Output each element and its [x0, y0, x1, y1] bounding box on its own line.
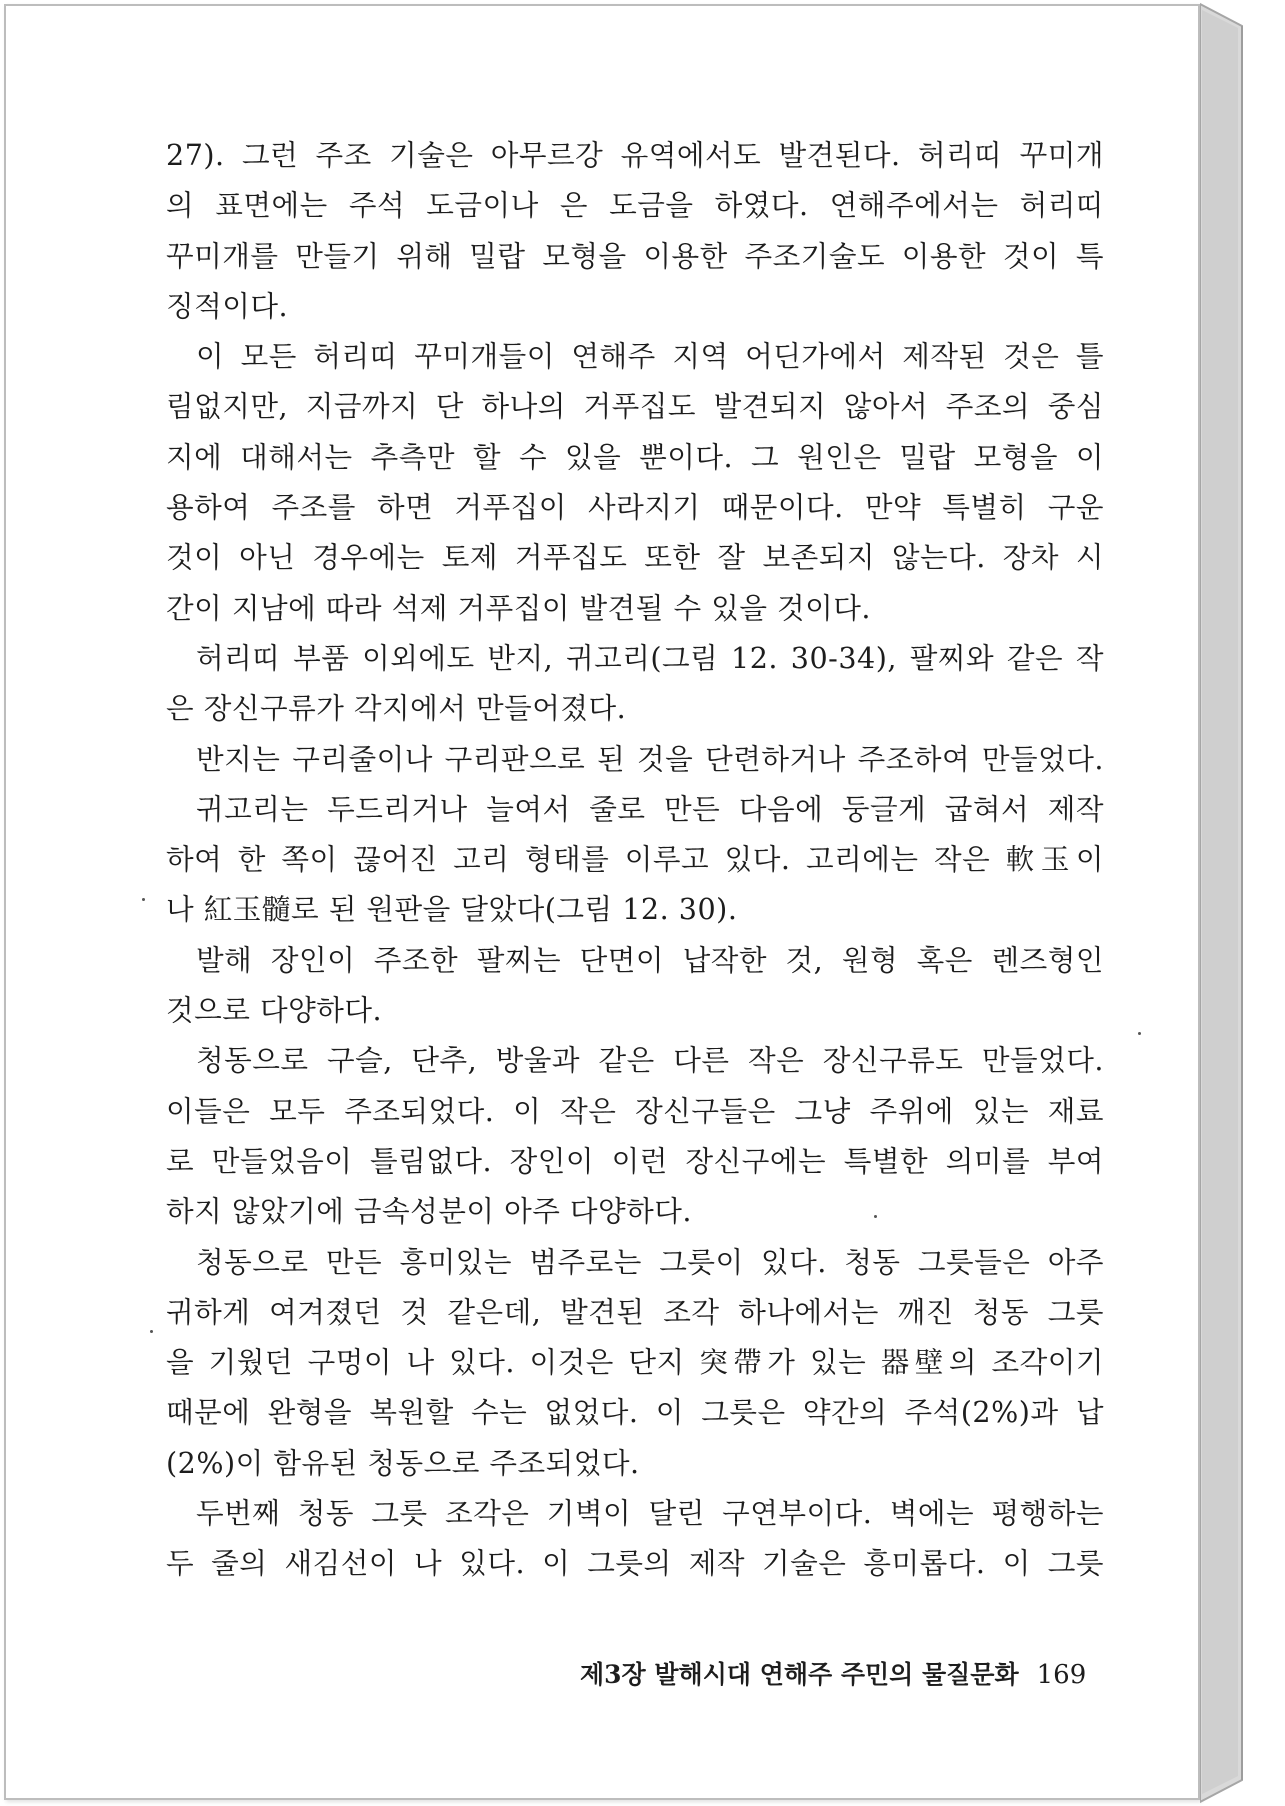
- text-line: 하여 한 쪽이 끊어진 고리 형태를 이루고 있다. 고리에는 작은 軟玉이: [166, 842, 1104, 877]
- scan-speck: [142, 898, 145, 901]
- text-line: 하지 않았기에 금속성분이 아주 다양하다.: [166, 1194, 693, 1229]
- body-text: [166, 130, 1104, 1589]
- scan-speck: [1138, 1032, 1141, 1035]
- chapter-title: 제3장 발해시대 연해주 주민의 물질문화: [580, 1660, 1019, 1689]
- text-line: 발해 장인이 주조한 팔찌는 단면이 납작한 것, 원형 혹은 렌즈형인: [196, 942, 1104, 977]
- text-line: 귀하게 여겨졌던 것 같은데, 발견된 조각 하나에서는 깨진 청동 그릇: [166, 1294, 1104, 1329]
- text-line: 청동으로 만든 흥미있는 범주로는 그릇이 있다. 청동 그릇들은 아주: [196, 1244, 1104, 1279]
- text-line: 때문에 완형을 복원할 수는 없었다. 이 그릇은 약간의 주석(2%)과 납: [166, 1395, 1104, 1430]
- text-line: 간이 지남에 따라 석제 거푸집이 발견될 수 있을 것이다.: [166, 590, 871, 625]
- text-line: 지에 대해서는 추측만 할 수 있을 뿐이다. 그 원인은 밀랍 모형을 이: [166, 439, 1104, 474]
- scan-speck: [874, 1215, 877, 1218]
- text-line: 청동으로 구슬, 단추, 방울과 같은 다른 작은 장신구류도 만들었다.: [196, 1043, 1104, 1078]
- text-line: 것으로 다양하다.: [166, 993, 383, 1028]
- page-number: 169: [1036, 1660, 1087, 1690]
- text-line: 두 줄의 새김선이 나 있다. 이 그릇의 제작 기술은 흥미롭다. 이 그릇: [166, 1546, 1104, 1581]
- text-line: 허리띠 부품 이외에도 반지, 귀고리(그림 12. 30-34), 팔찌와 같은 작: [196, 640, 1104, 675]
- text-line: 반지는 구리줄이나 구리판으로 된 것을 단련하거나 주조하여 만들었다.: [196, 741, 1104, 776]
- text-line: 귀고리는 두드리거나 늘여서 줄로 만든 다음에 둥글게 굽혀서 제작: [196, 791, 1104, 826]
- text-line: 용하여 주조를 하면 거푸집이 사라지기 때문이다. 만약 특별히 구운: [166, 490, 1104, 525]
- text-line: 것이 아닌 경우에는 토제 거푸집도 또한 잘 보존되지 않는다. 장차 시: [166, 540, 1104, 575]
- text-line: 이들은 모두 주조되었다. 이 작은 장신구들은 그냥 주위에 있는 재료: [166, 1093, 1104, 1128]
- text-line: 은 장신구류가 각지에서 만들어졌다.: [166, 691, 627, 726]
- page-edge-shading: [1200, 0, 1285, 1806]
- text-line: 꾸미개를 만들기 위해 밀랍 모형을 이용한 주조기술도 이용한 것이 특: [166, 238, 1104, 273]
- text-line: 림없지만, 지금까지 단 하나의 거푸집도 발견되지 않아서 주조의 중심: [166, 389, 1104, 424]
- text-line: 두번째 청동 그릇 조각은 기벽이 달린 구연부이다. 벽에는 평행하는: [196, 1496, 1104, 1531]
- text-line: 27). 그런 주조 기술은 아무르강 유역에서도 발견된다. 허리띠 꾸미개: [166, 138, 1104, 172]
- text-line: 로 만들었음이 틀림없다. 장인이 이런 장신구에는 특별한 의미를 부여: [166, 1143, 1104, 1178]
- text-line: 나 紅玉髓로 된 원판을 달았다(그림 12. 30).: [166, 892, 738, 927]
- text-line: (2%)이 함유된 청동으로 주조되었다.: [166, 1445, 640, 1480]
- text-line: 의 표면에는 주석 도금이나 은 도금을 하였다. 연해주에서는 허리띠: [166, 188, 1104, 223]
- text-line: 징적이다.: [166, 288, 289, 323]
- scan-speck: [150, 1330, 153, 1333]
- text-line: 을 기웠던 구멍이 나 있다. 이것은 단지 突帶가 있는 器壁의 조각이기: [166, 1345, 1104, 1380]
- text-line: 이 모든 허리띠 꾸미개들이 연해주 지역 어딘가에서 제작된 것은 틀: [196, 339, 1104, 374]
- running-footer: [580, 1655, 1087, 1695]
